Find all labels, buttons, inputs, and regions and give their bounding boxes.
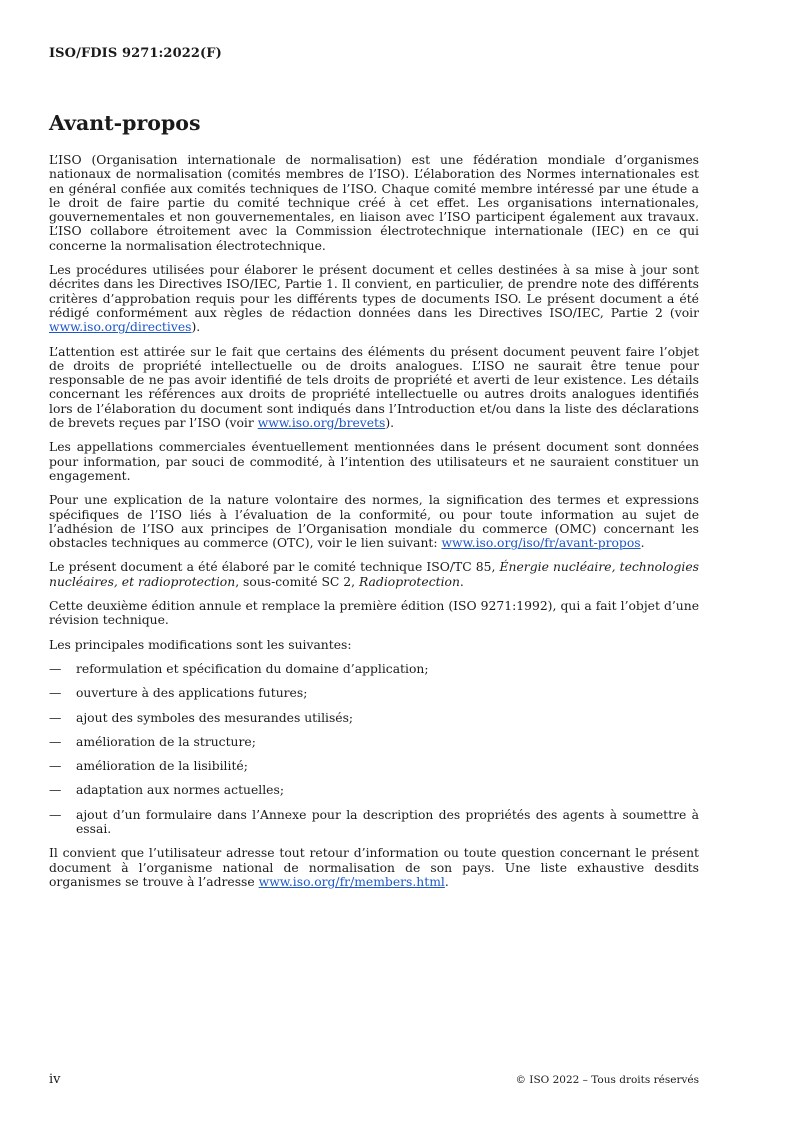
paragraph-iso-intro: L’ISO (Organisation internationale de normalisation) est une fédération mondiale d’organismes nationaux de normalisation (comités membres de l’ISO). L’élaboration des Normes internationales est en général confiée aux comités techniques de l’ISO. Chaque comité membre intéressé par une étude a le droit de faire partie du comité technique créé à cet effet. Les organisations internationales, gouvernementales et non gouvernementales, en liaison avec l’ISO participent également aux travaux. L’ISO collabore étroitement avec la Commission électrotechnique internationale (IEC) en ce qui concerne la normalisation électrotechnique. <box>49 153 699 253</box>
list-item: — ouverture à des applications futures; <box>49 686 308 701</box>
foreword-link[interactable]: www.iso.org/iso/fr/avant-propos <box>441 536 641 551</box>
list-item: — amélioration de la lisibilité; <box>49 759 248 774</box>
patents-link[interactable]: www.iso.org/brevets <box>257 416 386 431</box>
paragraph-voluntary-nature: Pour une explication de la nature volontaire des normes, la signification des termes et expressions spécifiques de l’ISO liés à l’évaluation de la conformité, ou pour toute information au sujet de l’adhésion de l’ISO aux principes de l’Organisation mondiale du commerce (OMC) concernant les obstacles techniques au commerce (OTC), voir le lien suivant: www.iso.org/iso/fr/avant-propos. <box>49 493 699 551</box>
members-link[interactable]: www.iso.org/fr/members.html <box>258 874 445 889</box>
document-id-header: ISO/FDIS 9271:2022(F) <box>49 46 222 61</box>
paragraph-procedures: Les procédures utilisées pour élaborer le présent document et celles destinées à sa mise à jour sont décrites dans les Directives ISO/IEC, Partie 1. Il convient, en particulier, de prendre note des différents critères d’approbation requis pour les différents types de documents ISO. Le présent document a été rédigé conformément aux règles de rédaction données dans les Directives ISO/IEC, Partie 2 (voir www.iso.org/directives). <box>49 263 699 335</box>
page-number: iv <box>49 1072 61 1087</box>
list-item: — ajout d’un formulaire dans l’Annexe pour la description des propriétés des agents à soumettre à essai. <box>49 807 699 836</box>
paragraph-feedback: Il convient que l’utilisateur adresse tout retour d’information ou toute question concernant le présent document à l’organisme national de normalisation de son pays. Une liste exhaustive desdits organismes se trouve à l’adresse www.iso.org/fr/members.html. <box>49 846 699 889</box>
changes-list <box>49 662 699 836</box>
list-item: — reformulation et spécification du domaine d’application; <box>49 661 429 676</box>
page-title: Avant-propos <box>49 111 201 135</box>
directives-link[interactable]: www.iso.org/directives <box>49 320 192 335</box>
paragraph-changes-intro: Les principales modifications sont les suivantes: <box>49 637 352 652</box>
list-item: — amélioration de la structure; <box>49 734 256 749</box>
paragraph-patents: L’attention est attirée sur le fait que certains des éléments du présent document peuvent faire l’objet de droits de propriété intellectuelle ou de droits analogues. L’ISO ne saurait être tenue pour responsable de ne pas avoir identifié de tels droits de propriété et averti de leur existence. Les détails concernant les références aux droits de propriété intellectuelle ou autres droits analogues identifiés lors de l’élaboration du document sont indiqués dans l’Introduction et/ou dans la liste des déclarations de brevets reçues par l’ISO (voir www.iso.org/brevets). <box>49 344 699 431</box>
paragraph-committee: Le présent document a été élaboré par le comité technique ISO/TC 85, Énergie nucléaire, technologies nucléaires, et radioprotection, sous-comité SC 2, Radioprotection. <box>49 560 699 589</box>
paragraph-trade-names: Les appellations commerciales éventuellement mentionnées dans le présent document sont données pour information, par souci de commodité, à l’intention des utilisateurs et ne sauraient constituer un engagement. <box>49 440 699 483</box>
copyright-notice: © ISO 2022 – Tous droits réservés <box>515 1074 699 1086</box>
paragraph-edition: Cette deuxième édition annule et remplace la première édition (ISO 9271:1992), qui a fait l’objet d’une révision technique. <box>49 599 699 628</box>
list-item: — ajout des symboles des mesurandes utilisés; <box>49 710 354 725</box>
list-item: — adaptation aux normes actuelles; <box>49 783 284 798</box>
foreword-body <box>49 153 699 899</box>
